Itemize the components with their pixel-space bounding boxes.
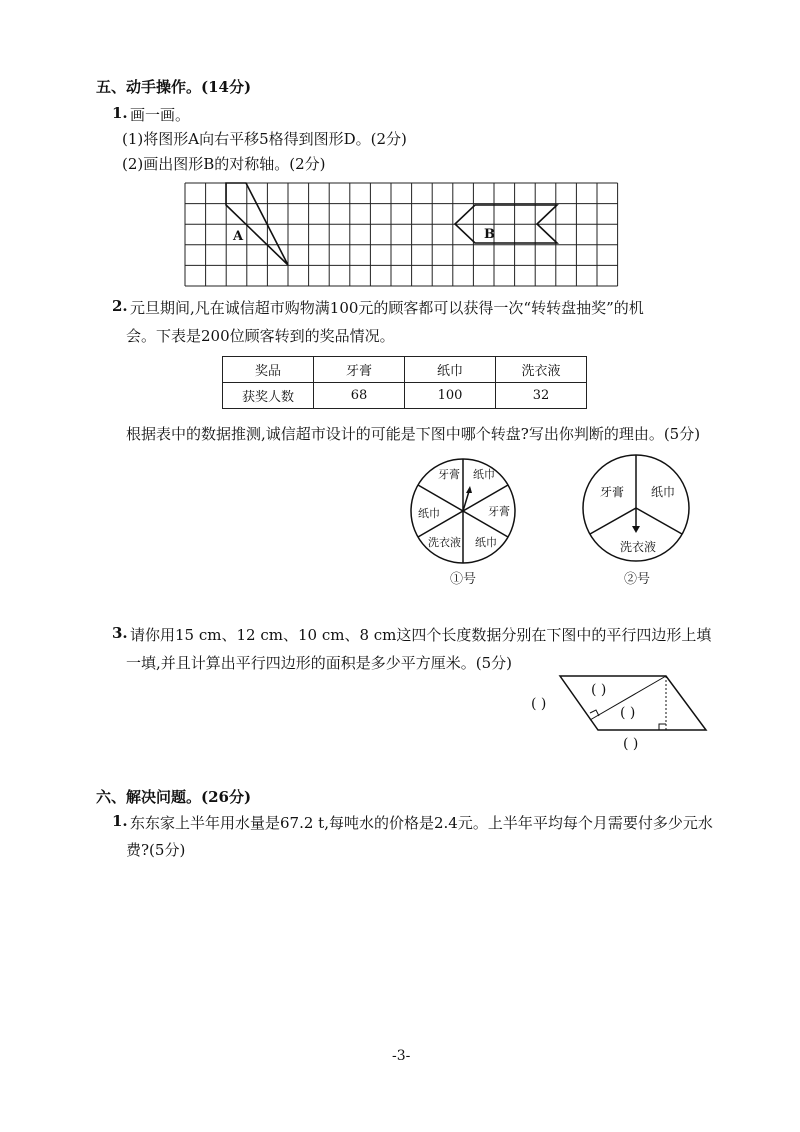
- s6-q1-line1: 东东家上半年用水量是67.2 t,每吨水的价格是2.4元。上半年平均每个月需要付多少元水: [130, 814, 713, 832]
- parallelogram: [560, 676, 706, 730]
- q2-line1: 元旦期间,凡在诚信超市购物满100元的顾客都可以获得一次“转转盘抽奖”的机: [130, 299, 644, 317]
- page-number: -3-: [392, 1048, 411, 1064]
- label-a: A: [233, 229, 244, 244]
- blank-top[interactable]: ( ): [591, 682, 607, 698]
- wheel-2-sector: 洗衣液: [620, 540, 657, 554]
- q3-line2: 一填,并且计算出平行四边形的面积是多少平方厘米。(5分): [126, 654, 513, 672]
- q3-number: 3.: [112, 624, 128, 642]
- blank-left[interactable]: ( ): [531, 696, 547, 712]
- q1-sub1: (1)将图形A向右平移5格得到图形D。(2分): [122, 130, 407, 148]
- wheel-1-sector: 纸巾: [473, 468, 495, 481]
- q3-line1: 请你用15 cm、12 cm、10 cm、8 cm这四个长度数据分别在下图中的平行四边形上填: [130, 626, 712, 644]
- q2-prompt: 根据表中的数据推测,诚信超市设计的可能是下图中哪个转盘?写出你判断的理由。(5分): [126, 425, 701, 443]
- table-cell: 32: [496, 383, 587, 409]
- q2-number: 2.: [112, 297, 128, 315]
- q2-line2: 会。下表是200位顾客转到的奖品情况。: [126, 327, 395, 345]
- q1-sub2: (2)画出图形B的对称轴。(2分): [122, 155, 326, 173]
- table-header-cell: 洗衣液: [496, 357, 587, 383]
- table-header-cell: 纸巾: [405, 357, 496, 383]
- section-5-title: 五、动手操作。(14分): [96, 78, 252, 96]
- blank-middle[interactable]: ( ): [620, 705, 636, 721]
- section-6-title: 六、解决问题。(26分): [96, 788, 252, 806]
- s6-q1-line2: 费?(5分): [126, 841, 186, 859]
- wheel-1-sector: 纸巾: [418, 507, 440, 520]
- wheel-1-sector: 牙膏: [488, 505, 510, 518]
- label-b: B: [484, 227, 495, 242]
- wheel-1-sector: 纸巾: [475, 536, 497, 549]
- table-cell: 获奖人数: [223, 383, 314, 409]
- wheel-1-sector: 洗衣液: [428, 536, 461, 549]
- table-cell: 100: [405, 383, 496, 409]
- diagonal: [598, 676, 666, 730]
- table-cell: 68: [314, 383, 405, 409]
- wheel-2-caption: ②号: [624, 572, 651, 587]
- s6-q1-number: 1.: [112, 812, 128, 830]
- blank-bottom[interactable]: ( ): [623, 736, 639, 752]
- wheel-2-sector: 牙膏: [600, 485, 625, 499]
- q1-number: 1.: [112, 104, 128, 122]
- table-header-cell: 牙膏: [314, 357, 405, 383]
- wheel-2-sector: 纸巾: [651, 485, 676, 499]
- wheel-1-sector: 牙膏: [438, 468, 460, 481]
- table-header-cell: 奖品: [223, 357, 314, 383]
- wheel-1-caption: ①号: [450, 572, 477, 587]
- q1-text: 画一画。: [130, 106, 191, 124]
